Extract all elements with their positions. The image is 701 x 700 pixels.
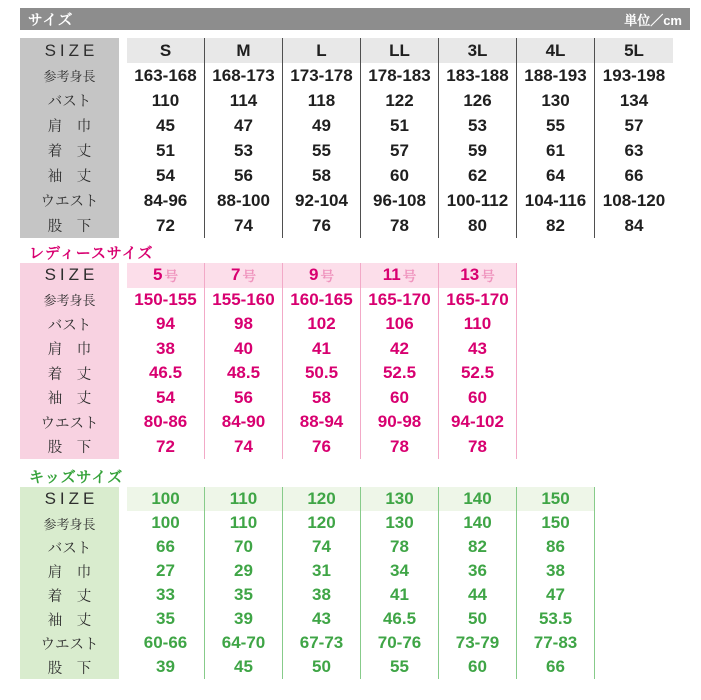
measurement-cell: 82 (546, 215, 565, 235)
measurement-cell: 88-94 (299, 412, 344, 432)
measurement-cell: 188-193 (524, 65, 587, 85)
measurement-cell: 84-90 (221, 412, 266, 432)
measurement-cell: 120 (307, 513, 336, 532)
measurement-cell: 50 (312, 657, 331, 676)
measurement-cell: 126 (463, 90, 492, 110)
measurement-cell: 70-76 (377, 633, 422, 652)
size-column (205, 38, 283, 238)
measurement-cell: 49 (312, 115, 331, 135)
measurement-cell: 34 (390, 561, 409, 580)
measurement-cell: 51 (390, 115, 409, 135)
measurement-cell: 86 (546, 537, 565, 556)
row-label: 肩 巾 (47, 119, 92, 135)
measurement-cell: 134 (619, 90, 649, 110)
row-label: 袖 丈 (47, 612, 92, 629)
column-header: 110 (205, 487, 282, 511)
column-header: 5 号 (127, 263, 204, 288)
measurement-cell: 78 (468, 436, 487, 456)
column-header: 11 号 (361, 263, 438, 288)
size-column (361, 38, 439, 238)
measurement-cell: 160-165 (290, 289, 353, 309)
column-header: M (205, 38, 282, 63)
measurement-cell: 55 (312, 140, 331, 160)
measurement-cell: 43 (312, 609, 331, 628)
measurement-cell: 57 (624, 115, 644, 135)
measurement-cell: 80-86 (143, 412, 188, 432)
measurement-cell: 66 (546, 657, 565, 676)
size-column (205, 487, 283, 679)
measurement-cell: 165-170 (368, 289, 431, 309)
measurement-cell: 72 (156, 436, 175, 456)
measurement-cell: 36 (468, 561, 487, 580)
measurement-cell: 35 (234, 585, 253, 604)
row-label: ウエスト (40, 415, 99, 432)
row-label: 股 下 (47, 660, 92, 677)
measurement-cell: 38 (546, 561, 565, 580)
measurement-cell: 74 (234, 436, 253, 456)
measurement-cell: 140 (463, 513, 492, 532)
measurement-cell: 76 (312, 215, 331, 235)
measurement-cell: 110 (463, 314, 492, 334)
measurement-cell: 62 (468, 165, 487, 185)
size-unit-suffix: 号 (242, 269, 256, 285)
measurement-cell: 41 (312, 338, 331, 358)
measurement-cell: 33 (156, 585, 175, 604)
measurement-cell: 39 (234, 609, 253, 628)
measurement-cell: 118 (307, 90, 336, 110)
measurement-cell: 50.5 (304, 363, 339, 383)
size-unit-suffix: 号 (320, 269, 334, 285)
measurement-cell: 84 (624, 215, 644, 235)
measurement-cell: 60 (390, 165, 409, 185)
measurement-cell: 47 (546, 585, 565, 604)
measurement-cell: 72 (156, 215, 175, 235)
measurement-cell: 46.5 (148, 363, 183, 383)
row-label: 股 下 (47, 219, 92, 235)
measurement-cell: 178-183 (368, 65, 431, 85)
size-column (517, 487, 595, 679)
measurement-cell: 104-116 (524, 190, 587, 210)
measurement-cell: 44 (468, 585, 487, 604)
row-label-column (20, 38, 119, 238)
size-column (205, 263, 283, 459)
row-label: ウエスト (40, 636, 99, 653)
column-header: LL (361, 38, 438, 63)
measurement-cell: 29 (234, 561, 253, 580)
measurement-cell: 77-83 (533, 633, 578, 652)
measurement-cell: 31 (312, 561, 331, 580)
measurement-cell: 78 (390, 537, 409, 556)
size-column (439, 487, 517, 679)
measurement-cell: 98 (234, 314, 253, 334)
measurement-cell: 92-104 (295, 190, 348, 210)
measurement-cell: 48.5 (226, 363, 261, 383)
size-column (283, 263, 361, 459)
measurement-cell: 59 (468, 140, 487, 160)
measurement-cell: 53 (234, 140, 253, 160)
measurement-cell: 66 (624, 165, 644, 185)
measurement-cell: 52.5 (382, 363, 417, 383)
measurement-cell: 60 (468, 657, 487, 676)
measurement-cell: 74 (234, 215, 253, 235)
measurement-cell: 102 (307, 314, 336, 334)
row-label: SIZE (44, 40, 99, 60)
measurement-cell: 74 (312, 537, 331, 556)
size-column (127, 263, 205, 459)
measurement-cell: 58 (312, 165, 331, 185)
measurement-cell: 60 (468, 387, 487, 407)
measurement-cell: 64-70 (221, 633, 266, 652)
measurement-cell: 55 (546, 115, 565, 135)
row-label: 肩 巾 (47, 342, 92, 359)
measurement-cell: 42 (390, 338, 409, 358)
measurement-cell: 52.5 (460, 363, 495, 383)
measurement-cell: 163-168 (134, 65, 197, 85)
size-column (283, 38, 361, 238)
measurement-cell: 38 (156, 338, 175, 358)
kids-size-title: キッズサイズ (29, 469, 124, 486)
row-label: 袖 丈 (47, 391, 92, 408)
measurement-cell: 63 (624, 140, 644, 160)
measurement-cell: 155-160 (212, 289, 275, 309)
column-header: 130 (361, 487, 438, 511)
measurement-cell: 55 (390, 657, 409, 676)
row-label: 着 丈 (47, 366, 92, 383)
measurement-cell: 45 (156, 115, 175, 135)
measurement-cell: 150-155 (134, 289, 197, 309)
measurement-cell: 168-173 (212, 65, 275, 85)
size-column (283, 487, 361, 679)
measurement-cell: 165-170 (446, 289, 509, 309)
measurement-cell: 66 (156, 537, 175, 556)
measurement-cell: 108-120 (602, 190, 666, 210)
row-label: 着 丈 (47, 588, 92, 605)
column-header: 3L (439, 38, 516, 63)
measurement-cell: 54 (156, 387, 175, 407)
size-unit-suffix: 号 (481, 269, 495, 285)
measurement-cell: 60-66 (143, 633, 188, 652)
size-column (361, 487, 439, 679)
column-header: L (283, 38, 360, 63)
size-column (361, 263, 439, 459)
measurement-cell: 94-102 (451, 412, 504, 432)
size-column (439, 263, 517, 459)
row-label-column (20, 487, 119, 679)
size-column (517, 38, 595, 238)
measurement-cell: 173-178 (290, 65, 353, 85)
size-unit-suffix: 号 (164, 269, 178, 285)
measurement-cell: 183-188 (446, 65, 509, 85)
row-label: SIZE (44, 265, 99, 285)
row-label: 参考身長 (43, 516, 96, 532)
measurement-cell: 46.5 (382, 609, 417, 628)
column-header: 9 号 (283, 263, 360, 288)
column-header: 13 号 (439, 263, 516, 288)
measurement-cell: 73-79 (455, 633, 500, 652)
measurement-cell: 110 (229, 513, 258, 532)
row-label: バスト (47, 317, 92, 334)
size-column (127, 487, 205, 679)
measurement-cell: 90-98 (377, 412, 422, 432)
row-label-column (20, 263, 119, 459)
row-label: SIZE (44, 489, 99, 508)
measurement-cell: 76 (312, 436, 331, 456)
measurement-cell: 78 (390, 215, 409, 235)
measurement-cell: 57 (390, 140, 409, 160)
row-label: バスト (47, 94, 92, 110)
row-label: 参考身長 (43, 69, 96, 84)
measurement-cell: 67-73 (299, 633, 344, 652)
row-label: バスト (47, 540, 92, 557)
measurement-cell: 51 (156, 140, 175, 160)
size-column (439, 38, 517, 238)
row-label: 股 下 (47, 440, 92, 457)
measurement-cell: 43 (468, 338, 487, 358)
measurement-cell: 56 (234, 165, 253, 185)
adult-size-table (20, 38, 673, 238)
row-label: 袖 丈 (47, 169, 92, 185)
measurement-cell: 35 (156, 609, 175, 628)
measurement-cell: 96-108 (373, 190, 426, 210)
ladies-size-table (20, 263, 517, 459)
ladies-size-title: レディースサイズ (29, 245, 154, 262)
column-header: 5L (595, 38, 673, 63)
header-title: サイズ (28, 12, 74, 29)
unit-label: 単位／cm (624, 12, 682, 28)
measurement-cell: 41 (390, 585, 409, 604)
size-column (127, 38, 205, 238)
measurement-cell: 53 (468, 115, 487, 135)
measurement-cell: 80 (468, 215, 487, 235)
kids-size-table (20, 487, 595, 679)
column-header: 7 号 (205, 263, 282, 288)
measurement-cell: 122 (385, 90, 414, 110)
size-column (595, 38, 673, 238)
row-label: 参考身長 (43, 293, 96, 309)
row-label: ウエスト (40, 194, 99, 210)
size-unit-suffix: 号 (402, 269, 417, 285)
measurement-cell: 39 (156, 657, 175, 676)
header-bar (20, 8, 690, 30)
measurement-cell: 114 (229, 90, 258, 110)
measurement-cell: 100 (151, 513, 180, 532)
measurement-cell: 150 (541, 513, 570, 532)
column-header: 100 (127, 487, 204, 511)
column-header: 140 (439, 487, 516, 511)
measurement-cell: 40 (234, 338, 253, 358)
measurement-cell: 27 (156, 561, 175, 580)
measurement-cell: 53.5 (538, 609, 573, 628)
measurement-cell: 84-96 (143, 190, 188, 210)
measurement-cell: 61 (546, 140, 565, 160)
measurement-cell: 193-198 (602, 65, 666, 85)
column-header: 4L (517, 38, 594, 63)
measurement-cell: 106 (385, 314, 414, 334)
measurement-cell: 82 (468, 537, 487, 556)
measurement-cell: 54 (156, 165, 175, 185)
measurement-cell: 64 (546, 165, 565, 185)
column-header: 150 (517, 487, 594, 511)
measurement-cell: 38 (312, 585, 331, 604)
column-header: S (127, 38, 204, 63)
measurement-cell: 70 (234, 537, 253, 556)
column-header: 120 (283, 487, 360, 511)
measurement-cell: 60 (390, 387, 409, 407)
measurement-cell: 50 (468, 609, 487, 628)
row-label: 着 丈 (47, 144, 92, 160)
measurement-cell: 110 (151, 90, 180, 110)
measurement-cell: 94 (156, 314, 175, 334)
measurement-cell: 130 (541, 90, 570, 110)
measurement-cell: 130 (385, 513, 414, 532)
measurement-cell: 100-112 (446, 190, 509, 210)
measurement-cell: 47 (234, 115, 253, 135)
measurement-cell: 45 (234, 657, 253, 676)
measurement-cell: 58 (312, 387, 331, 407)
row-label: 肩 巾 (47, 564, 92, 581)
measurement-cell: 56 (234, 387, 253, 407)
measurement-cell: 78 (390, 436, 409, 456)
measurement-cell: 88-100 (217, 190, 270, 210)
